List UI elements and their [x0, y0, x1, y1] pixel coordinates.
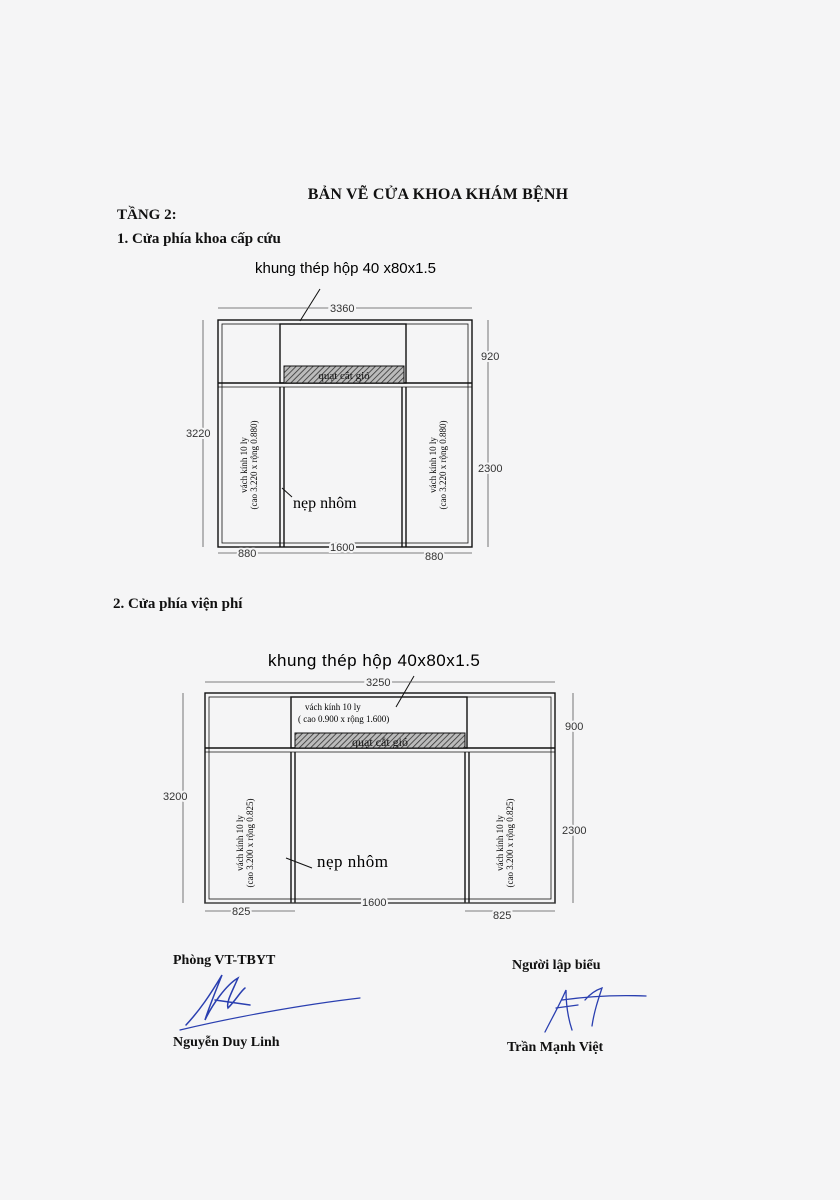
trim-leader-line-2: [286, 858, 312, 868]
section2-heading: 2. Cửa phía viện phí: [113, 596, 243, 612]
signature-right-image: [545, 988, 646, 1032]
dim-right-top-1: 920: [481, 351, 500, 363]
left-panel-label-1a: vách kính 10 ly: [239, 437, 249, 493]
dim-top-2: 3250: [366, 677, 391, 689]
right-panel-label-2a: vách kính 10 ly: [495, 815, 505, 871]
trim-label-1: nẹp nhôm: [293, 495, 357, 512]
dim-bottom-left-2: 825: [232, 906, 251, 918]
left-panel-label-2b: (cao 3.200 x rộng 0.825): [245, 798, 255, 888]
left-panel-label-1b: (cao 3.220 x rộng 0.880): [249, 420, 259, 510]
frame-label-2: khung thép hộp 40x80x1.5: [268, 651, 481, 670]
floor-heading: TẦNG 2:: [117, 207, 177, 223]
signature-right-title: Người lập biểu: [512, 958, 601, 973]
dim-bottom-left-1: 880: [238, 548, 257, 560]
right-panel-label-1a: vách kính 10 ly: [428, 437, 438, 493]
frame-leader-line-2: [396, 676, 414, 707]
dim-bottom-right-1: 880: [425, 551, 444, 563]
dim-bottom-mid-1: 1600: [330, 542, 355, 554]
fan-label-1: quạt cắt gió: [318, 370, 370, 382]
dim-right-bottom-2: 2300: [562, 825, 587, 837]
dim-right-top-2: 900: [565, 721, 584, 733]
fan-label-2: quạt cắt gió: [352, 735, 408, 749]
frame-leader-line-1: [300, 289, 320, 321]
dim-left-2: 3200: [163, 791, 188, 803]
left-panel-label-2a: vách kính 10 ly: [235, 815, 245, 871]
right-panel-label-2b: (cao 3.200 x rộng 0.825): [505, 798, 515, 888]
dim-right-bottom-1: 2300: [478, 463, 503, 475]
frame-label-1: khung thép hộp 40 x80x1.5: [255, 260, 436, 277]
dim-top-1: 3360: [330, 303, 355, 315]
top-glass-label-2a: vách kính 10 ly: [305, 702, 361, 712]
document-title: BẢN VẼ CỬA KHOA KHÁM BỆNH: [307, 186, 569, 203]
dim-left-1: 3220: [186, 428, 211, 440]
dim-bottom-right-2: 825: [493, 910, 512, 922]
right-panel-label-1b: (cao 3.220 x rộng 0.880): [438, 420, 448, 510]
signature-left-image: [180, 975, 360, 1030]
signature-right-name: Trần Mạnh Việt: [507, 1040, 604, 1055]
dim-bottom-mid-2: 1600: [362, 897, 387, 909]
signature-left-title: Phòng VT-TBYT: [173, 953, 276, 968]
trim-label-2: nẹp nhôm: [317, 852, 389, 871]
top-glass-label-2b: ( cao 0.900 x rộng 1.600): [298, 714, 390, 724]
section1-heading: 1. Cửa phía khoa cấp cứu: [117, 231, 281, 247]
signature-left-name: Nguyễn Duy Linh: [173, 1035, 280, 1050]
